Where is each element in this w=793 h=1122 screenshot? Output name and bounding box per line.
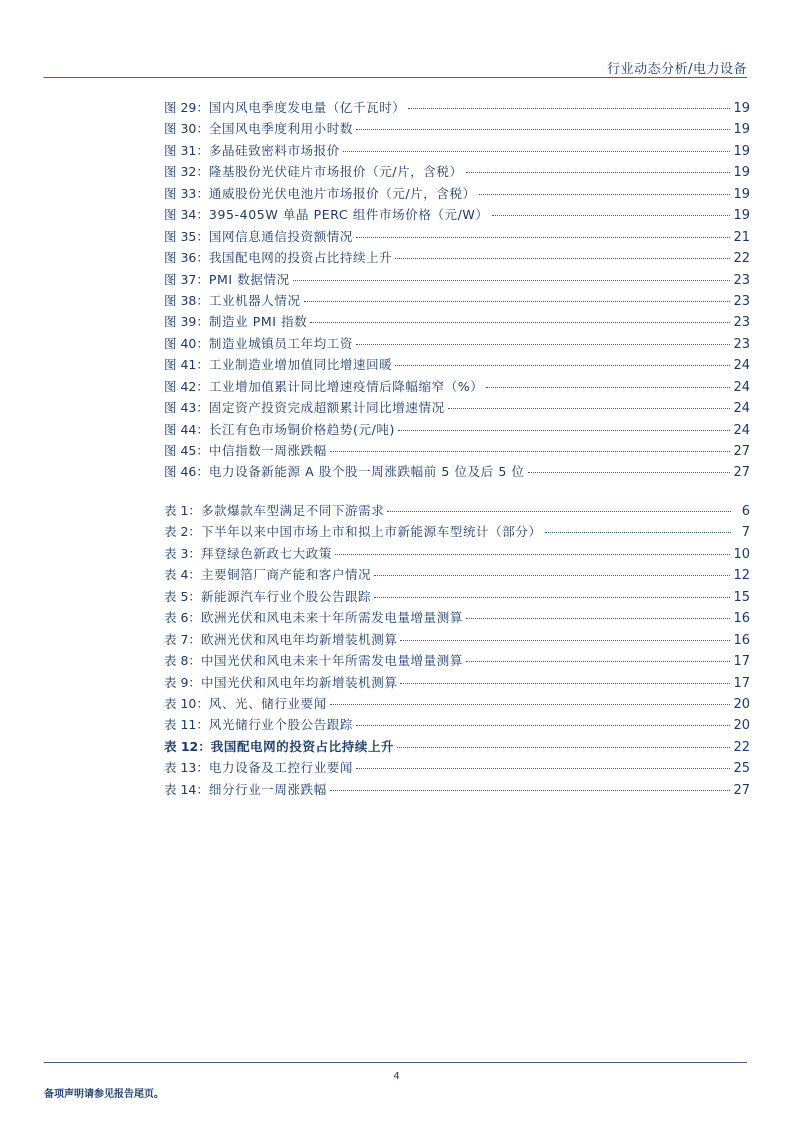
toc-entry-title: 国网信息通信投资额情况: [208, 228, 353, 244]
table-entry[interactable]: [164, 630, 750, 651]
table-entry[interactable]: [164, 694, 750, 715]
toc-entry-number: 图 33：: [164, 185, 209, 201]
toc-entry-number: 图 39：: [164, 314, 209, 330]
dot-leader: [486, 387, 730, 388]
toc-entry-title: PMI 数据情况: [208, 271, 290, 287]
toc-entry-title: 电力设备新能源 A 股个股一周涨跌幅前 5 位及后 5 位: [208, 464, 525, 480]
toc-entry-page: 16: [733, 632, 750, 648]
toc-entry-page: 27: [733, 465, 750, 481]
toc-entry-number: 表 4：: [164, 567, 201, 583]
toc-entry-number: 表 1：: [164, 503, 201, 518]
dot-leader: [466, 618, 731, 619]
toc-entry-title: 我国配电网的投资占比持续上升: [210, 738, 395, 754]
dot-leader: [400, 683, 730, 684]
toc-entry-title: 多晶硅致密料市场报价: [208, 142, 340, 158]
toc-entry-page: 20: [733, 718, 750, 734]
figure-entry[interactable]: [164, 205, 750, 226]
toc-entry-number: 表 11：: [164, 717, 209, 733]
dot-leader: [408, 108, 730, 109]
dot-leader: [330, 704, 731, 705]
toc-entry-title: 395-405W 单晶 PERC 组件市场价格（元/W）: [208, 207, 489, 223]
toc-entry-page: 16: [733, 611, 750, 627]
dot-leader: [448, 408, 731, 409]
toc-entry-page: 19: [733, 143, 750, 159]
toc-entry-page: 17: [733, 675, 750, 691]
table-entry[interactable]: [164, 737, 750, 758]
toc-entry-number: 表 6：: [164, 610, 201, 626]
toc-entry-page: 20: [733, 696, 750, 712]
dot-leader: [310, 322, 730, 323]
dot-leader: [395, 258, 730, 259]
dot-leader: [466, 661, 731, 662]
toc-entry-page: 24: [733, 358, 750, 374]
toc-entry-title: 欧洲光伏和风电未来十年所需发电量增量测算: [200, 610, 463, 626]
toc-entry-page: 19: [733, 208, 750, 224]
toc-entry-title: 细分行业一周涨跌幅: [208, 781, 327, 797]
dot-leader: [356, 344, 730, 345]
table-entry[interactable]: [164, 651, 750, 672]
dot-leader: [356, 237, 730, 238]
toc-entry-page: 23: [733, 336, 750, 352]
toc-entry-page: 23: [733, 293, 750, 309]
toc-entry-number: 图 31：: [164, 142, 209, 158]
toc-entry-page: 17: [733, 654, 750, 670]
toc-entry-page: 19: [733, 101, 750, 116]
toc-entry-title: 制造业 PMI 指数: [208, 314, 308, 330]
toc-entry-title: 中信指数一周涨跌幅: [208, 443, 327, 458]
toc-entry-page: 21: [733, 229, 750, 245]
toc-entry-title: 主要铜箔厂商产能和客户情况: [200, 567, 372, 583]
dot-leader: [492, 215, 731, 216]
table-entry[interactable]: [164, 673, 750, 694]
toc-entry-number: 表 12：: [164, 738, 211, 754]
toc-entry-number: 表 13：: [164, 760, 209, 776]
figure-entry[interactable]: [164, 312, 750, 333]
dot-leader: [466, 172, 731, 173]
toc-entry-page: 23: [733, 315, 750, 331]
toc-entry-page: 19: [733, 122, 750, 138]
table-entry[interactable]: [164, 565, 750, 586]
dot-leader: [374, 597, 730, 598]
dot-leader: [374, 575, 730, 576]
toc-entry-number: 图 45：: [164, 443, 209, 458]
toc-entry-title: 长江有色市场铜价格趋势(元/吨): [208, 421, 395, 437]
toc-entry-page: 22: [733, 739, 750, 755]
toc-entry-title: 制造业城镇员工年均工资: [208, 335, 353, 351]
table-entry[interactable]: [164, 608, 750, 629]
toc-entry-page: 24: [733, 422, 750, 438]
footer-divider: [44, 1062, 747, 1063]
toc-entry-page: 22: [733, 251, 750, 267]
toc-entry-title: 风光储行业个股公告跟踪: [208, 717, 353, 733]
table-entry[interactable]: [164, 587, 750, 608]
toc-entry-title: 工业增加值累计同比增速疫情后降幅缩窄（%）: [208, 378, 484, 394]
dot-leader: [293, 280, 731, 281]
dot-leader: [545, 532, 731, 533]
toc-entry-title: 中国光伏和风电年均新增装机测算: [200, 674, 398, 690]
toc-entry-title: 工业机器人情况: [208, 292, 301, 308]
dot-leader: [479, 194, 731, 195]
table-entry[interactable]: [164, 544, 750, 565]
toc-entry-title: 固定资产投资完成超额累计同比增速情况: [208, 400, 445, 416]
header-title: 行业动态分析/电力设备: [607, 62, 747, 77]
toc-entry-number: 图 38：: [164, 292, 209, 308]
toc-entry-number: 图 43：: [164, 400, 209, 416]
figure-index: [164, 98, 750, 484]
toc-entry-title: 工业制造业增加值同比增速回暖: [208, 357, 393, 373]
toc-entry-title: 隆基股份光伏硅片市场报价（元/片，含税）: [208, 164, 463, 180]
toc-entry-title: 多款爆款车型满足不同下游需求: [200, 503, 385, 518]
toc-entry-title: 电力设备及工控行业要闻: [208, 760, 353, 776]
toc-entry-number: 图 42：: [164, 378, 209, 394]
toc-entry-page: 19: [733, 186, 750, 202]
figure-entry[interactable]: [164, 270, 750, 291]
table-entry[interactable]: [164, 780, 750, 801]
toc-entry-title: 拜登绿色新政七大政策: [200, 545, 332, 561]
figure-entry[interactable]: [164, 162, 750, 183]
toc-entry-number: 图 37：: [164, 271, 209, 287]
figure-entry[interactable]: [164, 141, 750, 162]
table-entry[interactable]: [164, 758, 750, 779]
table-index: [164, 501, 750, 801]
toc-entry-title: 通威股份光伏电池片市场报价（元/片，含税）: [208, 185, 476, 201]
dot-leader: [400, 640, 730, 641]
dot-leader: [330, 451, 731, 452]
toc-entry-title: 我国配电网的投资占比持续上升: [208, 250, 393, 266]
dot-leader: [330, 790, 731, 791]
toc-entry-page: 24: [733, 379, 750, 395]
toc-entry-number: 图 41：: [164, 357, 209, 373]
toc-entry-page: 24: [733, 401, 750, 417]
dot-leader: [356, 725, 730, 726]
figure-entry[interactable]: [164, 462, 750, 483]
toc-entry-page: 10: [733, 546, 750, 562]
toc-entry-number: 表 8：: [164, 653, 201, 669]
dot-leader: [397, 747, 730, 748]
figure-entry[interactable]: [164, 377, 750, 398]
toc-entry-number: 图 40：: [164, 335, 209, 351]
figure-entry[interactable]: [164, 355, 750, 376]
toc-entry-page: 19: [733, 165, 750, 181]
page-number: 4: [393, 1071, 400, 1082]
toc-entry-number: 表 7：: [164, 631, 201, 647]
toc-entry-page: 27: [733, 782, 750, 798]
figure-entry[interactable]: [164, 184, 750, 205]
toc-entry-number: 表 9：: [164, 674, 201, 690]
toc-entry-title: 国内风电季度发电量（亿千瓦时）: [208, 100, 406, 115]
toc-entry-page: 15: [733, 589, 750, 605]
toc-entry-number: 图 44：: [164, 421, 209, 437]
toc-entry-number: 表 2：: [164, 524, 201, 540]
toc-entry-number: 图 32：: [164, 164, 209, 180]
dot-leader: [356, 768, 730, 769]
toc-entry-number: 图 46：: [164, 464, 209, 480]
toc-entry-number: 表 5：: [164, 588, 201, 604]
toc-entry-number: 图 29：: [164, 100, 209, 115]
figure-entry[interactable]: [164, 248, 750, 269]
dot-leader: [343, 151, 731, 152]
figure-entry[interactable]: [164, 291, 750, 312]
toc-entry-number: 图 30：: [164, 121, 209, 137]
dot-leader: [395, 365, 730, 366]
toc-entry-page: 25: [733, 761, 750, 777]
figure-entry[interactable]: [164, 119, 750, 140]
figure-entry[interactable]: [164, 398, 750, 419]
toc-entry-title: 中国光伏和风电未来十年所需发电量增量测算: [200, 653, 463, 669]
toc-entry-title: 欧洲光伏和风电年均新增装机测算: [200, 631, 398, 647]
toc-entry-title: 全国风电季度利用小时数: [208, 121, 353, 137]
disclaimer-note: 备项声明请参见报告尾页。: [44, 1089, 164, 1100]
header-divider: [44, 77, 747, 78]
figure-entry[interactable]: [164, 334, 750, 355]
toc-entry-title: 新能源汽车行业个股公告跟踪: [200, 588, 372, 604]
dot-leader: [356, 129, 730, 130]
toc-entry-page: 27: [733, 444, 750, 459]
toc-entry-number: 图 34：: [164, 207, 209, 223]
toc-entry-page: 12: [733, 568, 750, 584]
figure-entry[interactable]: [164, 98, 750, 119]
toc-entry-number: 表 10：: [164, 695, 209, 711]
figure-entry[interactable]: [164, 420, 750, 441]
toc-entry-page: 7: [741, 525, 750, 541]
dot-leader: [528, 472, 731, 473]
toc-entry-page: 23: [733, 272, 750, 288]
dot-leader: [387, 511, 731, 512]
dot-leader: [335, 554, 731, 555]
figure-entry[interactable]: [164, 227, 750, 248]
toc-entry-number: 表 3：: [164, 545, 201, 561]
toc-entry-number: 表 14：: [164, 781, 209, 797]
toc-entry-number: 图 36：: [164, 250, 209, 266]
dot-leader: [398, 430, 730, 431]
toc-entry-title: 风、光、储行业要闻: [208, 695, 327, 711]
table-entry[interactable]: [164, 501, 750, 522]
table-entry[interactable]: [164, 715, 750, 736]
table-entry[interactable]: [164, 522, 750, 543]
toc-entry-title: 下半年以来中国市场上市和拟上市新能源车型统计（部分）: [200, 524, 542, 540]
toc-entry-number: 图 35：: [164, 228, 209, 244]
figure-entry[interactable]: [164, 441, 750, 462]
toc-entry-page: 6: [741, 504, 750, 519]
dot-leader: [304, 301, 731, 302]
